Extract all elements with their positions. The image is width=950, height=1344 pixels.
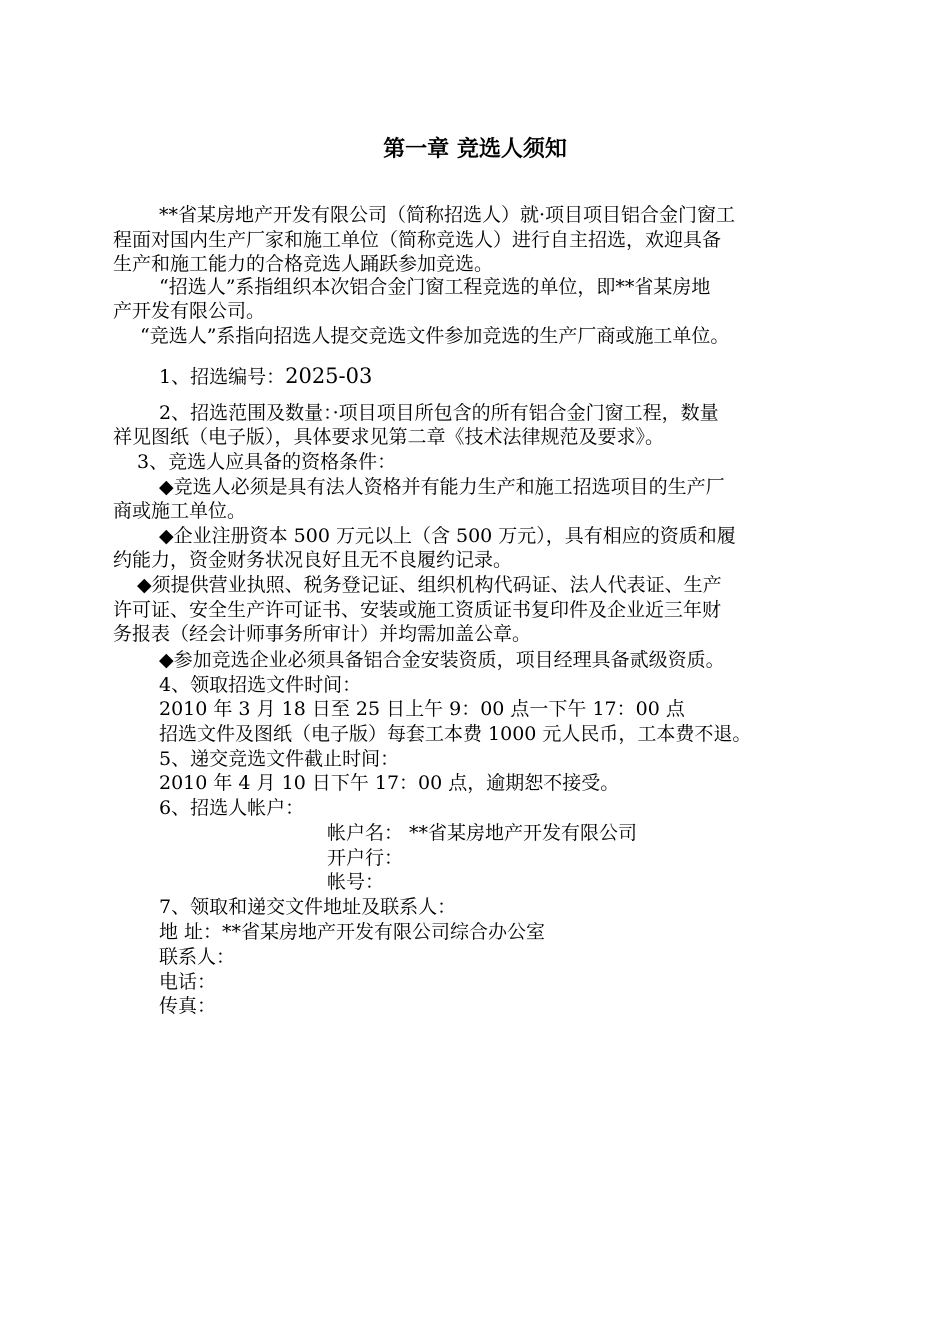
intro-line-6: “竞选人”系指向招选人提交竞选文件参加竞选的生产厂商或施工单位。: [140, 325, 730, 347]
item3-bullet1-line1: ◆竞选人必须是具有法人资格并有能力生产和施工招选项目的生产厂: [159, 476, 725, 498]
contact-phone: 电话：: [159, 971, 217, 993]
contact-person: 联系人：: [159, 946, 236, 968]
intro-line-1: **省某房地产开发有限公司（简称招选人）就·项目项目铝合金门窗工: [159, 204, 736, 226]
item3-bullet1-line2: 商或施工单位。: [113, 500, 247, 522]
item1-line: [159, 364, 372, 389]
item3-bullet3-line2: 许可证、安全生产许可证书、安装或施工资质证书复印件及企业近三年财: [113, 599, 722, 621]
contact-fax: 传真：: [159, 995, 217, 1017]
item3-bullet3-line1: ◆须提供营业执照、税务登记证、组织机构代码证、法人代表证、生产: [137, 574, 722, 596]
item3-bullet4: ◆参加竞选企业必须具备铝合金安装资质，项目经理具备贰级资质。: [159, 649, 725, 671]
item5-heading: 5、递交竞选文件截止时间：: [159, 748, 400, 770]
intro-line-5: 产开发有限公司。: [113, 300, 266, 322]
item3-bullet3-line3: 务报表（经会计师事务所审计）并均需加盖公章。: [113, 623, 532, 645]
item4-heading: 4、领取招选文件时间：: [159, 674, 362, 696]
account-number: 帐号：: [327, 871, 385, 893]
account-name: 帐户名： **省某房地产开发有限公司: [327, 822, 638, 844]
item3-bullet2-line1: ◆企业注册资本 500 万元以上（含 500 万元），具有相应的资质和履: [159, 525, 736, 547]
item3-bullet2-line2: 约能力，资金财务状况良好且无不良履约记录。: [113, 549, 513, 571]
item5-line-1: 2010 年 4 月 10 日下午 17：00 点，逾期恕不接受。: [159, 772, 620, 794]
item7-heading: 7、领取和递交文件地址及联系人：: [159, 896, 457, 918]
item3-heading: 3、竞选人应具备的资格条件：: [137, 451, 397, 473]
item1-label: 1、招选编号：: [159, 366, 286, 388]
intro-line-2: 程面对国内生产厂家和施工单位（简称竞选人）进行自主招选，欢迎具备: [113, 229, 722, 251]
item4-line-2: 招选文件及图纸（电子版）每套工本费 1000 元人民币，工本费不退。: [159, 723, 752, 745]
account-bank: 开户行：: [327, 847, 404, 869]
item4-line-1: 2010 年 3 月 18 日至 25 日上午 9：00 点一下午 17：00 点: [159, 698, 685, 720]
intro-line-4: “招选人”系指组织本次铝合金门窗工程竞选的单位，即**省某房地: [159, 276, 711, 298]
intro-line-3: 生产和施工能力的合格竞选人踊跃参加竞选。: [113, 253, 494, 275]
contact-address: 地 址：**省某房地产开发有限公司综合办公室: [159, 921, 546, 943]
item1-value: 2025-03: [285, 364, 373, 388]
item6-heading: 6、招选人帐户：: [159, 797, 305, 819]
item2-line-2: 祥见图纸（电子版），具体要求见第二章《技术法律规范及要求》。: [113, 426, 665, 448]
chapter-title: 第一章 竞选人须知: [383, 136, 567, 162]
item2-line-1: 2、招选范围及数量：·项目项目所包含的所有铝合金门窗工程，数量: [159, 402, 719, 424]
